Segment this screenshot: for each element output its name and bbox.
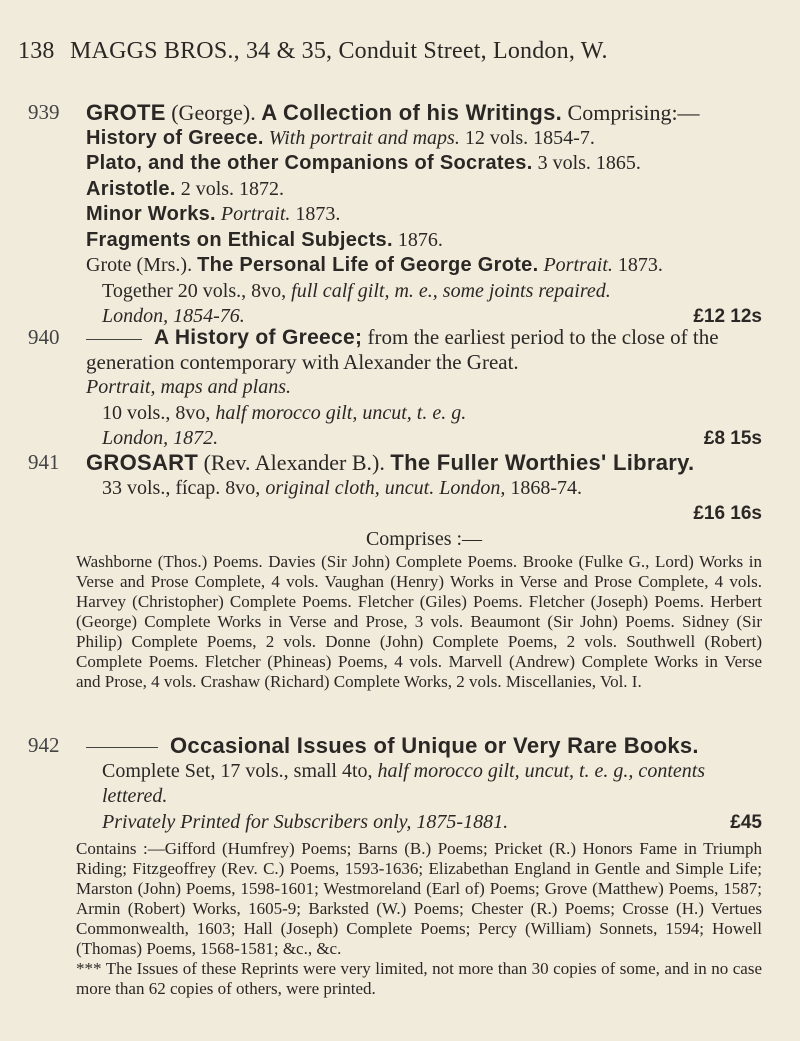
list-item: Aristotle. 2 vols. 1872. (86, 177, 285, 200)
imprint-line: London, 1854-76. £12 12s (86, 304, 762, 330)
collation: Together 20 vols., 8vo, full calf gilt, m. e., some joints repaired. (102, 279, 611, 302)
ditto-dash (86, 747, 158, 748)
page-header (18, 38, 760, 65)
list-item: Plato, and the other Companions of Socrates. 3 vols. 1865. (86, 152, 641, 174)
entry-number: 940 (28, 325, 60, 349)
comprises-label: Comprises :— (365, 527, 483, 550)
list-item: Grote (Mrs.). The Personal Life of George Grote. Portrait. 1873. (86, 254, 663, 276)
privately-printed: Privately Printed for Subscribers only, 1875-1881. £45 (86, 810, 762, 836)
collation: 10 vols., 8vo, half morocco gilt, uncut, t. e. g. (102, 401, 467, 424)
list-item: Fragments on Ethical Subjects. 1876. (86, 228, 443, 251)
entry-940 (28, 325, 762, 452)
entry-title: A Collection of his Writings. (261, 100, 563, 125)
price: £16 16s (693, 503, 762, 524)
entry-author-rest: (George). (171, 100, 256, 125)
entry-number: 939 (28, 100, 60, 124)
entry-939 (28, 100, 762, 330)
collation: 33 vols., fícap. 8vo, original cloth, uncut. London, 1868-74. (102, 476, 582, 499)
list-item: Minor Works. Portrait. 1873. (86, 203, 341, 225)
price: £45 (730, 811, 762, 833)
entry-941: 941 GROSART (Rev. Alexander B.). The Fuller Worthies' Library. 33 vols., fícap. 8vo, original cloth, uncut. London, 1868-74. £16 16s Comprises :— Washborne (Thos.) Poems. Davies (Sir John) Complete Poems. Brooke (Fulke G., Lord) Works in Verse and Prose Complete, 4 vols. Vaughan (Henry) Works in Verse and Prose Complete, 4 vols. Harvey (Christopher) Complete Poems. Fletcher (Giles) Poems. Fletcher (Joseph) Poems. Herbert (George) Complete Works in Verse and Prose, 3 vols. Beaumont (Sir John) Poems. Sidney (Sir Philip) Complete Poems, 2 vols. Donne (John) Complete Poems, 2 vols. Southwell (Robert) Complete Poems. Fletcher (Phineas) Poems, 4 vols. Marvell (Andrew) Complete Works in Verse and Prose, 4 vols. Crashaw (Richard) Complete Works, 2 vols. Miscellanies, Vol. I. (28, 450, 762, 691)
entry-title: The Fuller Worthies' Library. (390, 450, 695, 475)
page-number: 138 (18, 38, 55, 64)
comprising-label: Comprising:— (567, 100, 700, 125)
price: £8 15s (703, 428, 762, 449)
edition-note: *** The Issues of these Reprints were very limited, not more than 30 copies of some, and in no case more than 62 copies of others, were printed. (76, 959, 762, 998)
publisher-line: MAGGS BROS., 34 & 35, Conduit Street, London, W. (70, 38, 608, 64)
entry-942 (28, 733, 762, 999)
entry-number: 942 (28, 733, 60, 757)
ditto-dash (86, 339, 142, 340)
entry-author: GROTE (86, 100, 166, 125)
collation: Complete Set, 17 vols., small 4to, half morocco gilt, uncut, t. e. g., contents lettered. (102, 759, 706, 807)
contents-list: Washborne (Thos.) Poems. Davies (Sir John) Complete Poems. Brooke (Fulke G., Lord) Works in Verse and Prose Complete, 4 vols. Vaughan (Henry) Works in Verse and Prose Complete, 4 vols. Harvey (Christopher) Complete Poems. Fletcher (Giles) Poems. Fletcher (Joseph) Poems. Herbert (George) Complete Works in Verse and Prose, 3 vols. Beaumont (Sir John) Poems. Sidney (Sir Philip) Complete Poems, 2 vols. Donne (John) Complete Poems, 2 vols. Southwell (Robert) Complete Poems. Fletcher (Phineas) Poems, 4 vols. Marvell (Andrew) Complete Works in Verse and Prose, 4 vols. Crashaw (Richard) Complete Works, 2 vols. Miscellanies, Vol. I. (76, 552, 762, 691)
price: £12 12s (693, 306, 762, 327)
contents-list: Contains :—Gifford (Humfrey) Poems; Barns (B.) Poems; Pricket (R.) Honors Fame in Triumph Riding; Fitzgeoffrey (Rev. C.) Poems, 1593-1636; Elizabethan England in Gentle and Simple Life; Marston (John) Poems, 1598-1601; Westmoreland (Earl of) Poems; Grove (Matthew) Poems, 1587; Armin (Robert) Works, 1605-9; Barksted (W.) Poems; Chester (R.) Poems; Crosse (H.) Vertues Commonwealth, 1603; Hall (Joseph) Complete Poems; Percy (William) Sonnets, 1594; Howell (Thomas) Poems, 1568-1581; &c., &c. (76, 839, 762, 958)
entry-author: GROSART (86, 450, 199, 475)
illustrations: Portrait, maps and plans. (86, 376, 292, 398)
entry-title: Occasional Issues of Unique or Very Rare Books. (170, 733, 699, 758)
entry-number: 941 (28, 450, 60, 474)
entry-title: A History of Greece; (154, 326, 363, 349)
price-line (86, 501, 762, 527)
imprint-line: London, 1872. £8 15s (86, 426, 762, 452)
list-item: History of Greece. With portrait and maps. 12 vols. 1854-7. (86, 126, 595, 149)
entry-heading: A History of Greece; from the earliest period to the close of the generation contemporary with Alexander the Great. (86, 325, 719, 374)
